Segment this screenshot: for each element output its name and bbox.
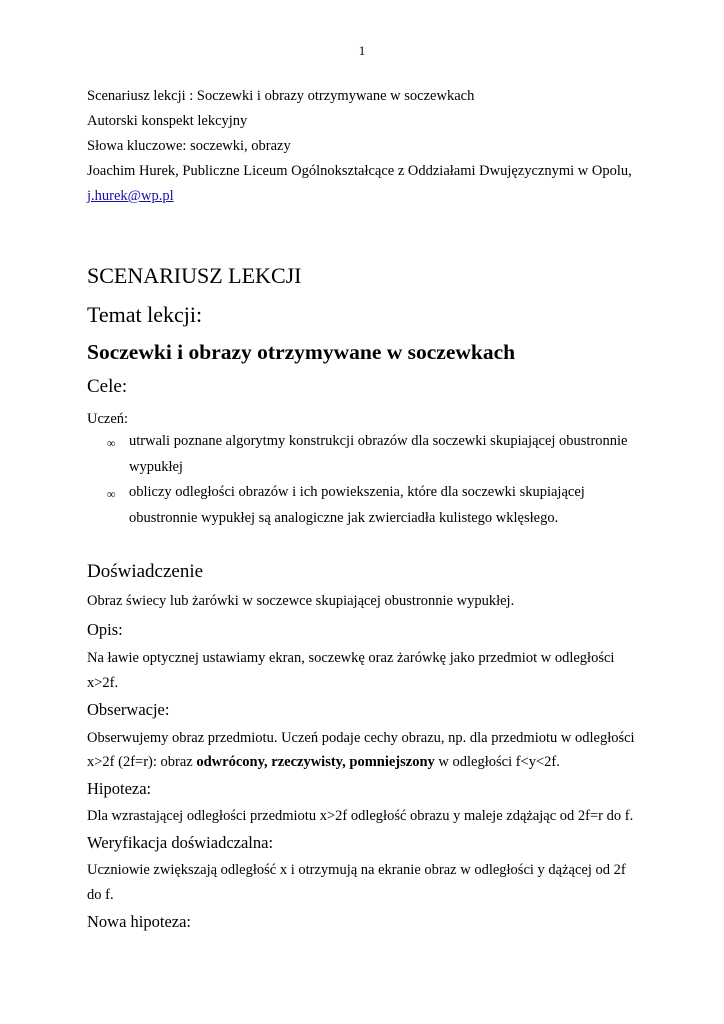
- observations-image-features: odwrócony, rzeczywisty, pomniejszony: [196, 754, 435, 770]
- description-heading: Opis:: [87, 620, 123, 639]
- new-hypothesis-heading: Nowa hipoteza:: [87, 912, 192, 931]
- header-line-author: Joachim Hurek, Publiczne Liceum Ogólnokształcące z Oddziałami Dwujęzycznymi w Opolu,: [87, 163, 632, 179]
- hypothesis-text: Dla wzrastającej odległości przedmiotu x>2f odległość obrazu y maleje zdążając od 2f=r do f.: [87, 808, 634, 824]
- topic-label: Temat lekcji:: [87, 302, 203, 327]
- description-line-1: Na ławie optycznej ustawiamy ekran, soczewkę oraz żarówkę jako przedmiot w odległości: [87, 650, 615, 666]
- observations-text-post: w odległości f<y<2f.: [434, 754, 560, 770]
- verification-line-1: Uczniowie zwiększają odległość x i otrzymują na ekranie obraz w odległości y dążącej od 2f: [87, 862, 626, 878]
- experiment-heading: Doświadczenie: [87, 561, 204, 582]
- author-email-link[interactable]: j.hurek@wp.pl: [87, 188, 174, 204]
- observations-line-2: [87, 754, 560, 771]
- bullet-icon: ∞: [107, 436, 116, 450]
- header-line-keywords: Słowa kluczowe: soczewki, obrazy: [87, 138, 291, 154]
- header-line-type: Autorski konspekt lekcyjny: [87, 113, 248, 129]
- observations-text-pre: x>2f (2f=r): obraz: [87, 754, 197, 770]
- bullet-icon: ∞: [107, 487, 116, 501]
- verification-line-2: do f.: [87, 887, 114, 903]
- lesson-topic: Soczewki i obrazy otrzymywane w soczewkach: [87, 340, 516, 364]
- observations-line-1: Obserwujemy obraz przedmiotu. Uczeń podaje cechy obrazu, np. dla przedmiotu w odległości: [87, 730, 635, 746]
- description-line-2: x>2f.: [87, 675, 119, 691]
- goal-2-line-1: obliczy odległości obrazów i ich powiekszenia, które dla soczewki skupiającej: [129, 484, 585, 500]
- header-line-subject: Scenariusz lekcji : Soczewki i obrazy otrzymywane w soczewkach: [87, 88, 475, 104]
- verification-heading: Weryfikacja doświadczalna:: [87, 833, 274, 852]
- goal-1-line-1: utrwali poznane algorytmy konstrukcji obrazów dla soczewki skupiającej obustronnie: [129, 433, 628, 449]
- author-email-line: [87, 188, 174, 205]
- scenario-heading: SCENARIUSZ LEKCJI: [87, 263, 302, 288]
- page-number: 1: [358, 43, 366, 58]
- goals-heading: Cele:: [87, 376, 128, 397]
- goal-2-line-2: obustronnie wypukłej są analogiczne jak zwierciadła kulistego wklęsłego.: [129, 510, 559, 526]
- student-label: Uczeń:: [87, 411, 129, 427]
- goal-1-line-2: wypukłej: [129, 459, 183, 475]
- observations-heading: Obserwacje:: [87, 700, 170, 719]
- experiment-text: Obraz świecy lub żarówki w soczewce skupiającej obustronnie wypukłej.: [87, 593, 515, 609]
- hypothesis-heading: Hipoteza:: [87, 779, 152, 798]
